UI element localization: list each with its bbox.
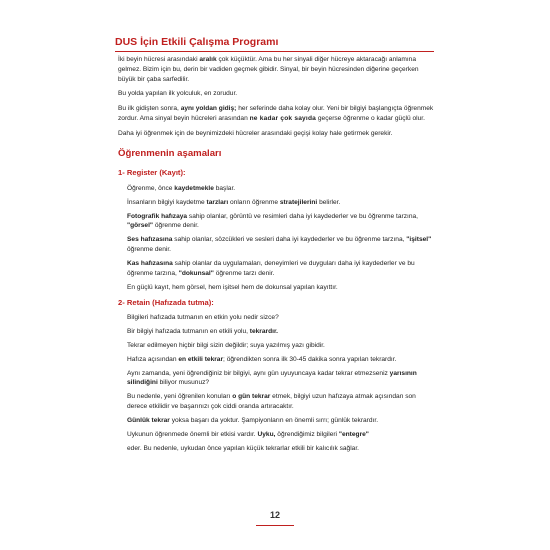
text: çok küçüktür. Ama bu her sinyali diğer hücreye aktaracağı anlamına gelmez. Bizim için bu, derin bir vadiden geçmek gibidir. Sinyal, bir beyin hücresinden diğerine geçerken büyük bir çaba sarfedilir. (118, 56, 419, 83)
text: Uykunun öğrenmede önemli bir etkisi vardır. (127, 430, 258, 438)
emphasis: aynı yoldan gidiş; (180, 105, 237, 112)
page-number: 12 (269, 510, 280, 520)
emphasis: tarzları (206, 198, 229, 206)
emphasis: "dokunsal" (178, 269, 214, 277)
emphasis: tekrardır. (249, 327, 279, 335)
register-line: En güçlü kayıt, hem görsel, hem işitsel hem de dokunsal yapılan kayıttır. (127, 283, 338, 291)
emphasis: Fotografik hafızaya (127, 212, 188, 220)
register-line (118, 184, 436, 194)
intro-paragraph: Daha iyi öğrenmek için de beynimizdeki hücreler arasındaki geçişi kolay hale getirmek gerekir. (118, 129, 393, 137)
text: öğrenme denir. (127, 245, 171, 253)
subsection-heading-retain: 2- Retain (Hafızada tutma): (118, 297, 214, 307)
text: onların öğrenme (228, 198, 280, 206)
text: Öğrenme, önce (127, 184, 175, 192)
emphasis: Ses hafızasına (127, 236, 173, 244)
header-divider (115, 51, 434, 52)
intro-paragraph (118, 104, 436, 124)
text: yoksa başarı da yoktur. Şampiyonların en önemli sırrı; günlük tekrardır. (169, 416, 379, 424)
retain-line (118, 430, 436, 440)
text: ; öğrendikten sonra ilk 30-45 dakika sonra yapılan tekrardır. (223, 355, 397, 363)
intro-paragraph: Bu yolda yapılan ilk yolculuk, en zorudur. (118, 90, 238, 98)
emphasis: Günlük tekrar (127, 416, 170, 424)
retain-line (118, 355, 436, 365)
text: geçerse öğrenme o kadar güçlü olur. (316, 114, 425, 122)
text: sahip olanlar, görüntü ve resimleri daha iyi kaydederler ve bu öğrenme tarzına, (187, 212, 419, 220)
register-line (118, 259, 436, 279)
text: her seferinde daha kolay olur. Yeni bir bilgiyi başlangıçta öğrenmek zordur. Ama sinyal beyin hücreleri arasından (118, 105, 434, 122)
text: biliyor musunuz? (157, 379, 210, 387)
emphasis: o gün tekrar (232, 393, 271, 401)
text: başlar. (213, 184, 236, 192)
text: sahip olanlar da uygulamaları, deneyimleri ve duyguları daha iyi kaydederler ve bu öğrenme tarzına, (127, 259, 415, 277)
emphasis: yarısının silindiğini (127, 369, 417, 387)
footer-divider (256, 525, 294, 526)
text: Aynı zamanda, yeni öğrendiğiniz bir bilgiyi, aynı gün uyuyuncaya kadar tekrar etmezseniz (127, 369, 390, 377)
emphasis: "görsel" (127, 222, 154, 230)
text: İki beyin hücresi arasındaki (118, 56, 200, 63)
text: etmek, bilgiyi uzun hafızaya atmak açısından son derece etkilidir ve başarınızı çok ciddi oranda artıracaktır. (127, 393, 416, 410)
retain-line: eder. Bu nedenle, uykudan önce yapılan küçük tekrarlar etkili bir kalıcılık sağlar. (127, 444, 360, 452)
emphasis: aralık (199, 56, 217, 63)
text: İnsanların bilgiyi kaydetme (127, 198, 207, 206)
intro-paragraph (118, 55, 436, 84)
text: öğrenme tarzı denir. (213, 269, 275, 277)
text: öğrendiğimiz bilgileri (275, 430, 339, 438)
retain-line (118, 416, 436, 426)
text: Bir bilgiyi hafızada tutmanın en etkili yolu, (127, 327, 250, 335)
emphasis: ne kadar çok sayıda (249, 114, 317, 122)
emphasis: Uyku, (257, 430, 276, 438)
text: Bu ilk gidişten sonra, (118, 105, 181, 112)
emphasis: Kas hafızasına (127, 259, 173, 267)
emphasis: en etkili tekrar (178, 355, 224, 363)
retain-line (118, 369, 436, 389)
emphasis: kaydetmekle (174, 184, 214, 192)
text: öğrenme denir. (153, 222, 199, 230)
page-body (118, 55, 436, 458)
register-line (118, 212, 436, 232)
emphasis: "entegre" (338, 430, 369, 438)
text: belirler. (317, 198, 341, 206)
retain-line: Bilgileri hafızada tutmanın en etkin yolu nedir sizce? (127, 313, 279, 321)
retain-line: Tekrar edilmeyen hiçbir bilgi sizin değildir; suya yazılmış yazı gibidir. (127, 341, 325, 349)
retain-line (118, 392, 436, 412)
register-line (118, 198, 436, 208)
page-header-title: DUS İçin Etkili Çalışma Programı (115, 36, 279, 48)
emphasis: "işitsel" (406, 236, 432, 244)
text: Hafıza açısından (127, 355, 179, 363)
text: Bu nedenle, yeni öğrenilen konuları (127, 393, 233, 401)
retain-line (118, 327, 436, 337)
text: sahip olanlar, sözcükleri ve sesleri daha iyi kaydederler ve bu öğrenme tarzına, (172, 236, 407, 244)
emphasis: stratejilerini (279, 198, 318, 206)
section-heading: Öğrenmenin aşamaları (118, 148, 222, 160)
subsection-heading-register: 1- Register (Kayıt): (118, 168, 186, 178)
register-line (118, 235, 436, 255)
